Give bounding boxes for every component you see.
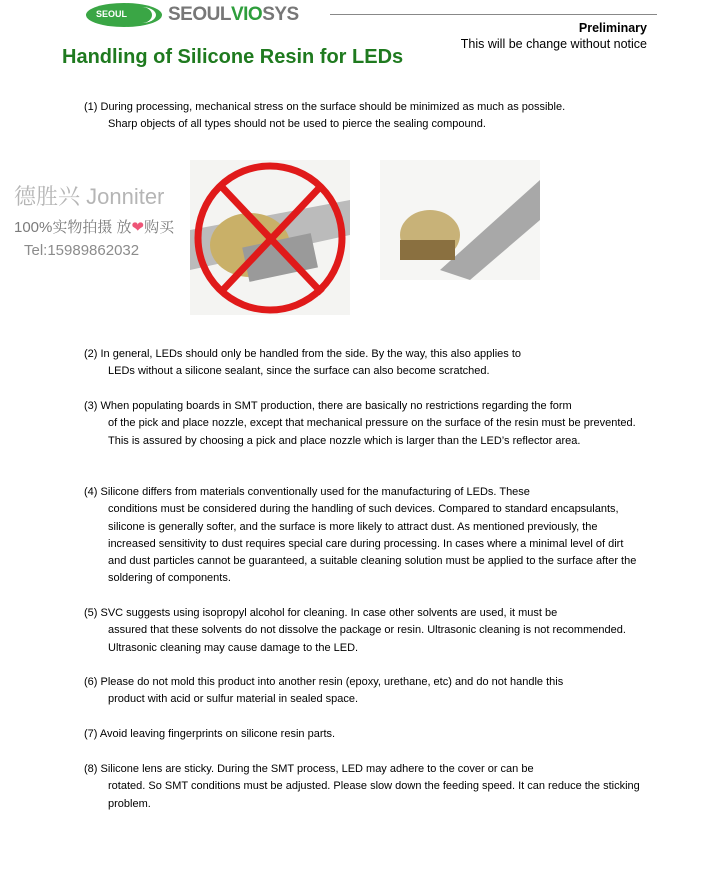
item-text: (5) SVC suggests using isopropyl alcohol for cleaning. In case other solvents are used, it must be [84, 607, 558, 619]
item-text: (2) In general, LEDs should only be handled from the side. By the way, this also applies to [84, 348, 521, 360]
item-3 [84, 398, 644, 450]
item-text: product with acid or sulfur material in sealed space. [108, 693, 359, 706]
page-title: Handling of Silicone Resin for LEDs [62, 46, 404, 68]
item-text: (7) Avoid leaving fingerprints on silicone resin parts. [84, 728, 336, 740]
heart-icon: ❤ [131, 219, 145, 236]
item-text: (8) Silicone lens are sticky. During the SMT process, LED may adhere to the cover or can be [84, 763, 534, 775]
item-text: (1) During processing, mechanical stress on the surface should be minimized as much as possible. [84, 101, 566, 113]
item-text: LEDs without a silicone sealant, since the surface can also become scratched. [108, 365, 490, 378]
item-text: (4) Silicone differs from materials conventionally used for the manufacturing of LEDs. These [84, 486, 530, 498]
watermark-brand: 德胜兴 Jonniter [14, 184, 165, 209]
item-text: Sharp objects of all types should not be used to pierce the sealing compound. [108, 118, 486, 131]
item-8 [84, 761, 644, 813]
item-1 [84, 99, 644, 134]
watermark-photo-b: 购买 [144, 219, 175, 236]
item-text: conditions must be considered during the handling of such devices. Compared to standard encapsulants, silicone is generally softer, and the surface is more likely to attract dust. As mentioned previously, the increased sensitivity to dust requires special care during processing. In cases where a minimal level of dirt and dust particles cannot be guaranteed, a suitable cleaning solution must be applied to the surface after the soldering of components. [108, 503, 637, 585]
item-5 [84, 605, 644, 657]
seoul-viosys-logo [86, 3, 299, 27]
led-tweezers-image [380, 160, 540, 280]
watermark-photo-a: 100%实物拍摄 放 [14, 219, 132, 236]
logo-oval [86, 3, 162, 27]
notice-label: This will be change without notice [460, 37, 647, 51]
logo-brand-text [168, 4, 299, 26]
header-rule [330, 14, 657, 15]
led-prohibited-image [190, 160, 350, 315]
item-4 [84, 484, 644, 588]
item-7 [84, 726, 644, 743]
item-text: (3) When populating boards in SMT production, there are basically no restrictions regarding the form [84, 400, 572, 412]
logo-brand-a: SEOUL [168, 4, 231, 25]
logo-brand-c: SYS [262, 4, 299, 25]
watermark-phone: Tel:15989862032 [24, 242, 140, 259]
item-text: assured that these solvents do not dissolve the package or resin. Ultrasonic cleaning is not recommended. Ultrasonic cleaning may cause damage to the LED. [108, 624, 626, 654]
item-6 [84, 674, 644, 709]
logo-brand-b: VIO [230, 4, 263, 25]
status-label: Preliminary [578, 21, 647, 35]
item-2 [84, 346, 644, 381]
watermark-photo [14, 216, 174, 237]
logo-seoul-text: SEOUL [96, 9, 128, 19]
item-text: rotated. So SMT conditions must be adjusted. Please slow down the feeding speed. It can reduce the sticking problem. [108, 780, 640, 810]
item-text: (6) Please do not mold this product into another resin (epoxy, urethane, etc) and do not handle this [84, 676, 564, 688]
item-text: of the pick and place nozzle, except that mechanical pressure on the surface of the resin must be prevented. This is assured by choosing a pick and place nozzle which is larger than the LED’s reflector area. [108, 417, 636, 447]
